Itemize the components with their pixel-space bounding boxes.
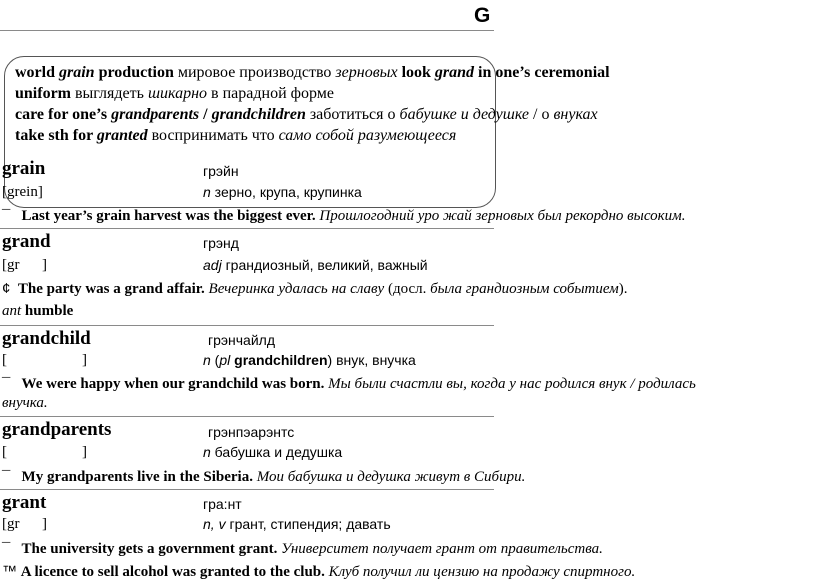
phrase-line-3: care for one’s grandparents / grandchildren заботиться о бабушке и дедушке / о внуках [15, 106, 598, 123]
meaning-grant: n, v грант, стипендия; давать [203, 516, 391, 532]
example-grant: ¯ The university gets a government grant. Университет получает грант от правительства. [2, 540, 603, 557]
transcription-grain: грэйн [203, 163, 239, 179]
example-grant-2: ™ A licence to sell alcohol was granted to the club. Клуб получил ли цензию на продажу спиртного. [2, 563, 636, 580]
phrase-line-1: world grain production мировое производство зерновых look grand in one’s ceremonial [15, 64, 610, 81]
headword-grandparents: grandparents [2, 419, 112, 440]
headword-grand: grand [2, 231, 51, 252]
divider-grandparents [0, 489, 494, 490]
divider-grand [0, 325, 494, 326]
ipa-grain: [grein] [2, 184, 43, 200]
section-letter: G [474, 4, 491, 27]
ipa-grant: [gr ] [2, 516, 47, 532]
headword-grain: grain [2, 158, 46, 179]
example-grain: ¯ Last year’s grain harvest was the biggest ever. Прошлогодний уро жай зерновых был рекордно высоким. [2, 207, 686, 224]
meaning-grandchild: n (pl grandchildren) внук, внучка [203, 352, 416, 368]
transcription-grandparents: грэнпэарэнтс [208, 424, 295, 440]
ipa-grandparents: [ ] [2, 444, 87, 460]
divider-grandchild [0, 416, 494, 417]
headword-grandchild: grandchild [2, 328, 91, 349]
ipa-grand: [gr ] [2, 257, 47, 273]
divider-grain [0, 228, 494, 229]
phrase-line-4: take sth for granted воспринимать что само собой разумеющееся [15, 127, 457, 144]
antonym-grand: ant humble [2, 303, 74, 319]
transcription-grandchild: грэнчайлд [208, 332, 276, 348]
transcription-grant: гра:нт [203, 496, 242, 512]
example-grandparents: ¯ My grandparents live in the Siberia. Мои бабушка и дедушка живут в Сибири. [2, 468, 526, 485]
meaning-grand: adj грандиозный, великий, важный [203, 257, 428, 273]
example-grandchild-continued: внучка. [2, 395, 48, 411]
meaning-grain: n зерно, крупа, крупинка [203, 184, 362, 200]
meaning-grandparents: n бабушка и дедушка [203, 444, 343, 460]
phrase-line-2: uniform выглядеть шикарно в парадной форме [15, 85, 334, 102]
header-rule [0, 30, 494, 31]
example-grand: ¢ The party was a grand affair. Вечеринка удалась на славу (досл. была грандиозным событием). [2, 280, 628, 297]
transcription-grand: грэнд [203, 235, 239, 251]
example-grandchild: ¯ We were happy when our grandchild was born. Мы были счастли вы, когда у нас родился внук / родилась [2, 375, 696, 392]
ipa-grandchild: [ ] [2, 352, 87, 368]
headword-grant: grant [2, 492, 47, 513]
